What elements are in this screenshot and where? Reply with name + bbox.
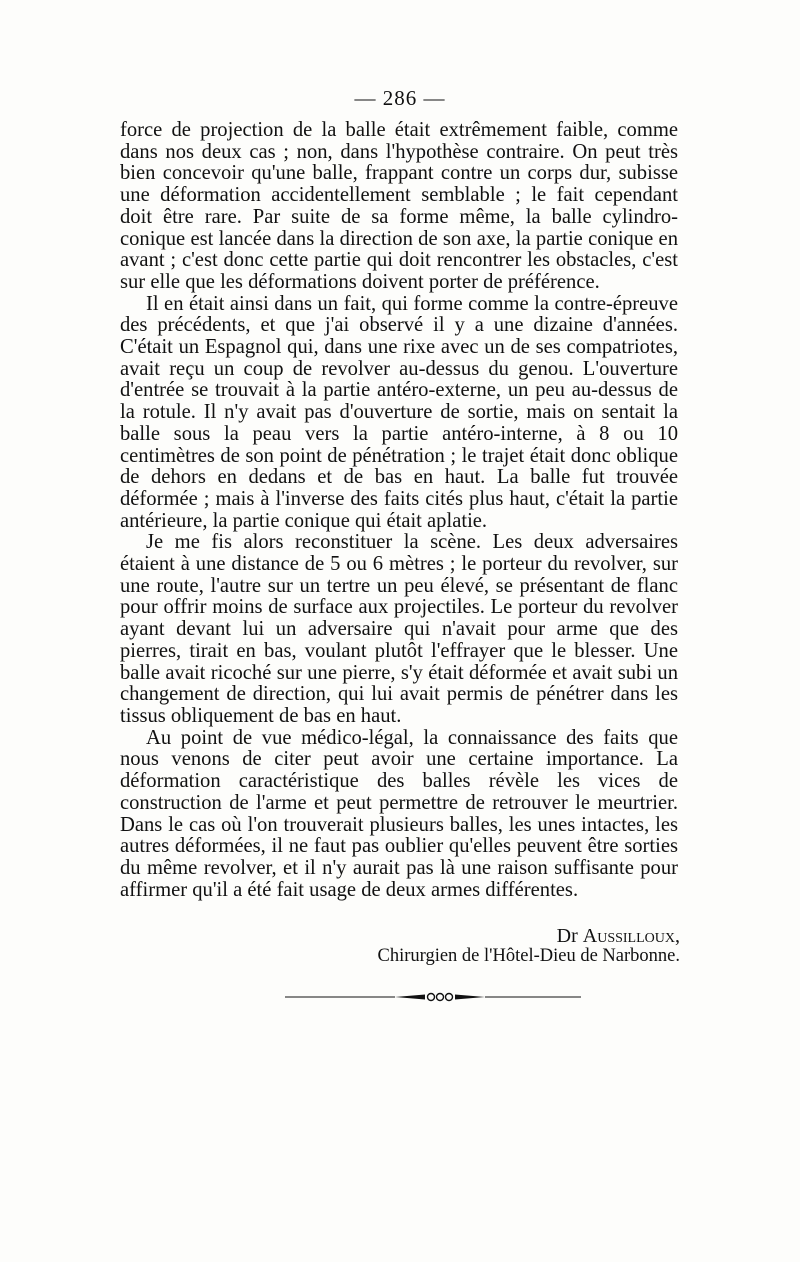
signature-name	[330, 925, 680, 948]
paragraph-4: Au point de vue médico-légal, la connaissance des faits que nous venons de citer peut avoir une certaine importance. La déformation caractéristique des balles révèle les vices de construction de l'arme et peut permettre de retrouver le meurtrier. Dans le cas où l'on trouverait plusieurs balles, les unes intactes, les autres déformées, il ne faut pas oublier qu'elles peuvent être sorties du même revolver, et il n'y aurait pas là une raison suffisante pour affirmer qu'il a été fait usage de deux armes différentes.	[120, 726, 678, 901]
signature-author: Aussilloux,	[582, 925, 680, 947]
signature-position: Chirurgien de l'Hôtel-Dieu de Narbonne.	[377, 946, 680, 966]
page-number: — 286 —	[354, 86, 446, 110]
paragraph-2: Il en était ainsi dans un fait, qui forme comme la contre-épreuve des précédents, et que j'ai observé il y a une dizaine d'années. C'était un Espagnol qui, dans une rixe avec un de ses compatriotes, avait reçu un coup de revolver au-dessus du genou. L'ouverture d'entrée se trouvait à la partie antéro-externe, un peu au-dessus de la rotule. Il n'y avait pas d'ouverture de sortie, mais on sentait la balle sous la peau vers la partie antéro-interne, à 8 ou 10 centimètres de son point de pénétration ; le trajet était donc oblique de dehors en dedans et de bas en haut. La balle fut trouvée déformée ; mais à l'inverse des faits cités plus haut, c'était la partie antérieure, la partie conique qui était aplatie.	[120, 292, 678, 532]
signature-title-prefix: Dr	[556, 925, 578, 947]
ornament-divider	[285, 990, 581, 1004]
body-text	[120, 120, 678, 901]
paragraph-3: Je me fis alors reconstituer la scène. Les deux adversaires étaient à une distance de 5 ou 6 mètres ; le porteur du revolver, sur une route, l'autre sur un tertre un peu élevé, se présentant de flanc pour offrir moins de surface aux projectiles. Le porteur du revolver ayant devant lui un adversaire qui n'avait pour arme que des pierres, tirait en bas, voulant plutôt l'effrayer que le blesser. Une balle avait ricoché sur une pierre, s'y était déformée et avait subi un changement de direction, qui lui avait permis de pénétrer dans les tissus obliquement de bas en haut.	[120, 531, 678, 727]
paragraph-1: force de projection de la balle était extrêmement faible, comme dans nos deux cas ; non, dans l'hypothèse contraire. On peut très bien concevoir qu'une balle, frappant contre un corps dur, subisse une déformation accidentellement semblable ; le fait cependant doit être rare. Par suite de sa forme même, la balle cylindro-conique est lancée dans la direction de son axe, la partie conique en avant ; c'est donc cette partie qui doit rencontrer les obstacles, c'est sur elle que les déformations doivent porter de préférence.	[120, 119, 678, 293]
